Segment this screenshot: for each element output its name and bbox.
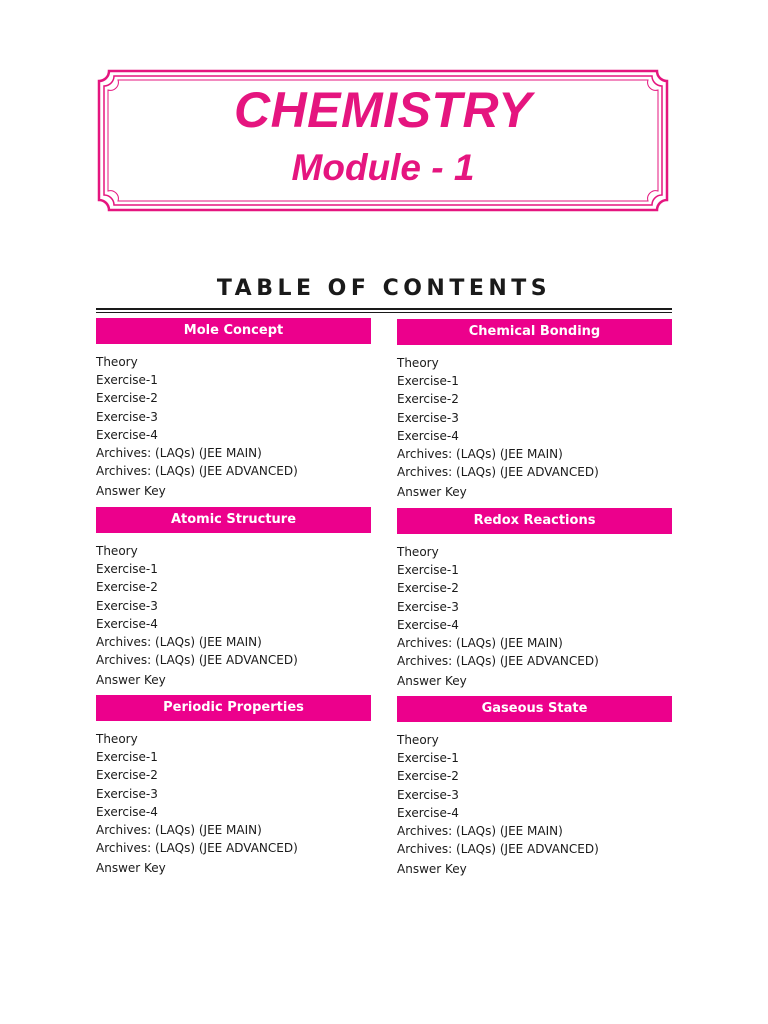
section-item-list	[96, 730, 371, 878]
section-header: Chemical Bonding	[397, 319, 672, 345]
section-item-list	[96, 353, 371, 501]
section-header: Redox Reactions	[397, 508, 672, 534]
document-title: CHEMISTRY	[233, 82, 533, 138]
toc-item: Archives: (LAQs) (JEE ADVANCED)	[96, 464, 298, 479]
toc-item: Exercise-2	[397, 392, 459, 407]
toc-item: Theory	[397, 356, 439, 370]
toc-section	[397, 696, 672, 879]
toc-item: Exercise-2	[397, 581, 459, 596]
toc-item: Archives: (LAQs) (JEE MAIN)	[397, 446, 563, 461]
toc-item: Exercise-4	[397, 428, 459, 443]
toc-item: Archives: (LAQs) (JEE ADVANCED)	[96, 841, 298, 856]
toc-item: Theory	[397, 733, 439, 747]
toc-item: Exercise-1	[96, 750, 158, 765]
toc-item: Archives: (LAQs) (JEE MAIN)	[397, 823, 563, 838]
section-item-list	[397, 543, 672, 691]
section-header: Atomic Structure	[96, 507, 371, 533]
toc-item: Archives: (LAQs) (JEE ADVANCED)	[397, 842, 599, 857]
toc-section	[397, 319, 672, 502]
toc-item: Exercise-3	[96, 786, 158, 801]
toc-section	[397, 508, 672, 691]
toc-item: Archives: (LAQs) (JEE ADVANCED)	[397, 465, 599, 480]
toc-item: Answer Key	[397, 485, 467, 500]
toc-item: Theory	[96, 544, 138, 558]
toc-item: Exercise-3	[397, 599, 459, 614]
toc-item: Exercise-1	[397, 563, 459, 578]
section-item-list	[397, 731, 672, 879]
toc-item: Exercise-1	[397, 751, 459, 766]
toc-item: Archives: (LAQs) (JEE ADVANCED)	[397, 654, 599, 669]
toc-section	[96, 507, 371, 690]
toc-rule	[96, 308, 672, 310]
toc-item: Exercise-2	[96, 580, 158, 595]
toc-item: Answer Key	[397, 674, 467, 689]
section-item-list	[96, 542, 371, 690]
toc-item: Theory	[96, 732, 138, 746]
toc-item: Exercise-4	[96, 427, 158, 442]
toc-item: Exercise-4	[96, 616, 158, 631]
toc-section	[96, 695, 371, 878]
toc-rule	[96, 312, 672, 313]
toc-item: Exercise-2	[96, 391, 158, 406]
toc-item: Answer Key	[96, 861, 166, 876]
toc-item: Archives: (LAQs) (JEE ADVANCED)	[96, 653, 298, 668]
toc-item: Exercise-3	[96, 409, 158, 424]
toc-item: Archives: (LAQs) (JEE MAIN)	[96, 822, 262, 837]
toc-item: Answer Key	[397, 862, 467, 877]
section-item-list	[397, 354, 672, 502]
toc-section	[96, 318, 371, 501]
section-header: Gaseous State	[397, 696, 672, 722]
toc-heading: TABLE OF CONTENTS	[216, 276, 552, 301]
toc-item: Exercise-2	[397, 769, 459, 784]
toc-item: Exercise-2	[96, 768, 158, 783]
module-subtitle: Module - 1	[291, 147, 475, 188]
toc-item: Theory	[397, 545, 439, 559]
toc-item: Archives: (LAQs) (JEE MAIN)	[397, 635, 563, 650]
toc-item: Exercise-4	[96, 804, 158, 819]
toc-item: Archives: (LAQs) (JEE MAIN)	[96, 445, 262, 460]
toc-item: Exercise-1	[96, 562, 158, 577]
toc-item: Exercise-3	[96, 598, 158, 613]
toc-item: Archives: (LAQs) (JEE MAIN)	[96, 634, 262, 649]
toc-item: Exercise-1	[397, 374, 459, 389]
toc-item: Exercise-1	[96, 373, 158, 388]
toc-item: Answer Key	[96, 484, 166, 499]
toc-item: Exercise-4	[397, 617, 459, 632]
section-header: Mole Concept	[96, 318, 371, 344]
toc-item: Exercise-4	[397, 805, 459, 820]
toc-item: Theory	[96, 355, 138, 369]
section-header: Periodic Properties	[96, 695, 371, 721]
toc-item: Answer Key	[96, 673, 166, 688]
title-frame	[97, 69, 669, 212]
toc-item: Exercise-3	[397, 410, 459, 425]
toc-item: Exercise-3	[397, 787, 459, 802]
